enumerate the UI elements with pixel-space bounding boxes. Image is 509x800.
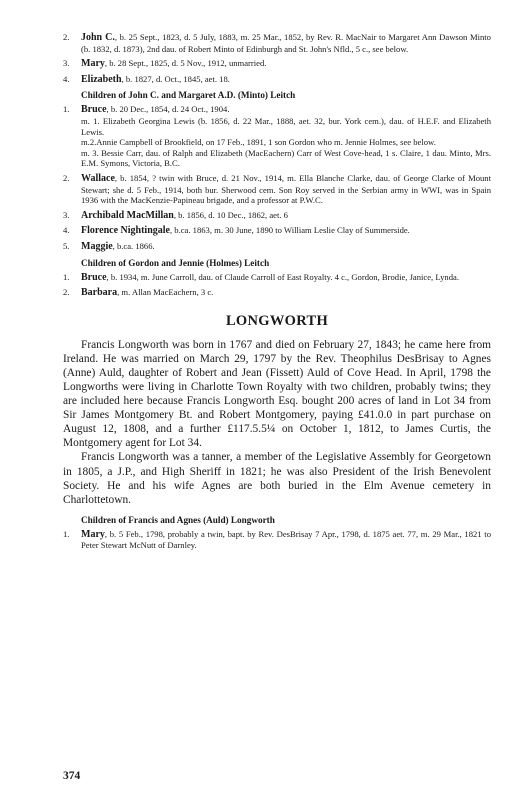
- children-heading: Children of Francis and Agnes (Auld) Longworth: [81, 514, 275, 525]
- list-item: 4. Elizabeth, b. 1827, d. Oct., 1845, aet. 18.: [63, 73, 230, 85]
- marriage-note: m. 1. Elizabeth Georgina Lewis (b. 1856, d. 22 Mar., 1888, aet. 32, bur. York cem.), dau. of H.E.F. and Elizabeth Lewis.: [81, 115, 491, 137]
- children-heading: Children of Gordon and Jennie (Holmes) Leitch: [81, 257, 270, 268]
- person-name: Bruce: [81, 271, 107, 283]
- page-number: 374: [63, 770, 81, 782]
- person-name: Elizabeth: [81, 73, 122, 85]
- children-heading: Children of John C. and Margaret A.D. (Minto) Leitch: [81, 90, 296, 101]
- person-name: Bruce: [81, 104, 107, 116]
- list-item: 1. Mary, b. 5 Feb., 1798, probably a twin, bapt. by Rev. DesBrisay 7 Apr., 1798, d. 1875 aet. 77, m. 29 Mar., 1821 to Peter Stewart McNutt of Darnley.: [63, 528, 491, 551]
- person-name: Florence Nightingale: [81, 225, 170, 237]
- list-item: 3. Archibald MacMillan, b. 1856, d. 10 Dec., 1862, aet. 6: [63, 209, 288, 221]
- body-paragraph: Francis Longworth was a tanner, a member of the Legislative Assembly for Georgetown in 1805, a J.P., and High Sheriff in 1821; he was also President of the Irish Benevolent Society. He and his wife Agnes are both buried in the Elm Avenue cemetery in Charlottetown.: [63, 451, 491, 506]
- leitch-list-2: [63, 104, 491, 252]
- body-paragraph: Francis Longworth was born in 1767 and died on February 27, 1843; he came here from Ireland. He was married on March 29, 1797 by the Rev. Theophilus DesBrisay to Agnes (Anne) Auld, daughter of Robert and Jean (Fissett) Auld of Cove Head. In April, 1798 the Longworths were living in Charlotte Town Royalty with two children, probably twins; they are included here because Francis Longworth Esq. bought 200 acres of land in Lot 34 from Sir James Montgomery Bt. and Robert Montgomery, paying £41.0.0 in part purchase on August 12, 1808, and a further £117.5.5¼ on October 1, 1812, to James Curtis, the Montgomery agent for Lot 34.: [63, 338, 491, 450]
- list-item: 1. Bruce, b. 20 Dec., 1854, d. 24 Oct., 1904. m. 1. Elizabeth Georgina Lewis (b. 1856, d. 22 Mar., 1888, aet. 32, bur. York cem.), dau. of H.E.F. and Elizabeth Lewis. m.2.Annie Campbell of Brookfield, on 17 Feb., 1891, 1 son Gordon who m. Jennie Holmes, see below. m. 3. Bessie Carr, dau. of Ralph and Elizabeth (MacEachern) Carr of West Cove-head, 1 s. Claire, 1 dau. Minto, Mrs. E.M. Symons, Victoria, B.C.: [63, 104, 491, 169]
- person-name: Wallace: [81, 172, 115, 184]
- list-item: 2. Wallace, b. 1854, ? twin with Bruce, d. 21 Nov., 1914, m. Ella Blanche Clarke, dau. of George Clarke of Mount Stewart; she d. 5 Feb., 1914, both bur. Sherwood cem. Son Roy served in the Serbian army in WWI, was in Spain 1936 with the MacKenzie-Papineau brigade, and a professor at P.W.C.: [63, 172, 491, 206]
- marriage-note: m.2.Annie Campbell of Brookfield, on 17 Feb., 1891, 1 son Gordon who m. Jennie Holmes, see below.: [81, 137, 436, 148]
- list-item: 1. Bruce, b. 1934, m. June Carroll, dau. of Claude Carroll of East Royalty. 4 c., Gordon, Brodie, Janice, Lynda.: [63, 271, 459, 283]
- list-item: 5. Maggie, b.ca. 1866.: [63, 240, 155, 252]
- person-name: Mary: [81, 58, 105, 70]
- list-item: 2. Barbara, m. Allan MacEachern, 3 c.: [63, 287, 214, 299]
- person-name: Mary: [81, 528, 105, 540]
- list-item: 4. Florence Nightingale, b.ca. 1863, m. 30 June, 1890 to William Leslie Clay of Summerside.: [63, 225, 410, 237]
- list-item: 2. John C., b. 25 Sept., 1823, d. 5 July, 1883, m. 25 Mar., 1852, by Rev. R. MacNair to Margaret Ann Dawson Minto (b. 1832, d. 1873), 2nd dau. of Robert Minto of Edinburgh and St. John's Nfld., 5 c., see below.: [63, 32, 491, 54]
- leitch-list-1: [63, 32, 491, 85]
- section-title: LONGWORTH: [225, 312, 329, 329]
- person-name: John C.: [81, 32, 115, 43]
- person-name: Archibald MacMillan: [81, 209, 174, 221]
- leitch-list-3: [63, 272, 491, 299]
- document-page: [63, 32, 491, 555]
- list-item: 3. Mary, b. 28 Sept., 1825, d. 5 Nov., 1912, unmarried.: [63, 58, 267, 70]
- longworth-list: [63, 529, 491, 551]
- person-name: Maggie: [81, 240, 113, 252]
- marriage-note: m. 3. Bessie Carr, dau. of Ralph and Elizabeth (MacEachern) Carr of West Cove-head, 1 s. Claire, 1 dau. Minto, Mrs. E.M. Symons, Victoria, B.C.: [81, 147, 491, 169]
- person-name: Barbara: [81, 287, 118, 299]
